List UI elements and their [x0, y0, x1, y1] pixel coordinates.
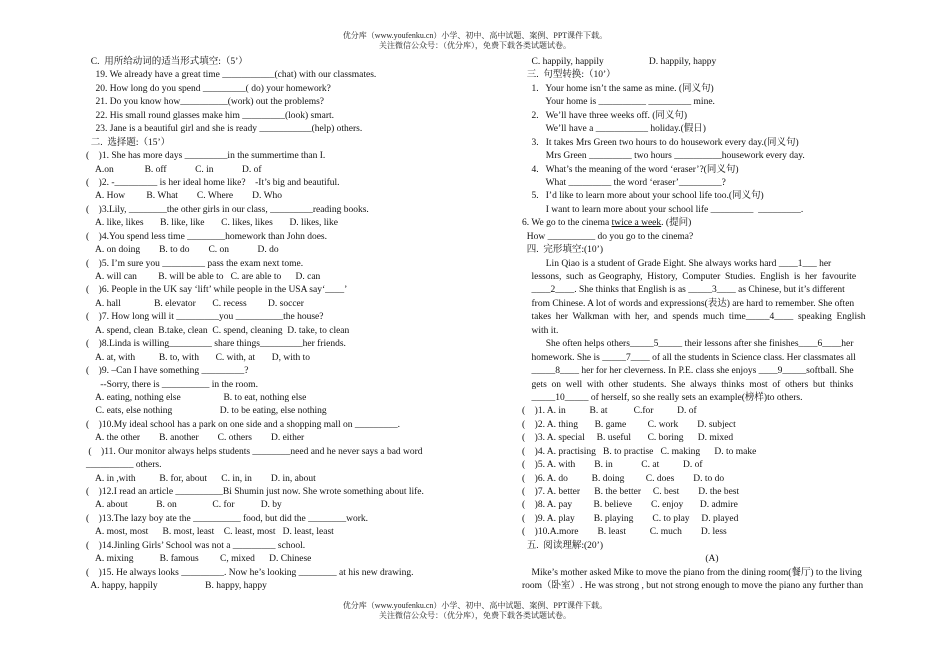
mc-options-13: A. most, most B. most, least C. least, most D. least, least [86, 527, 334, 538]
mc-options-14: A. mixing B. famous C, mixed D. Chinese [86, 554, 312, 565]
reading-line-2: room（卧室）. He was strong , but not strong enough to move the piano any further than [522, 581, 864, 592]
cloze-option-5: ( )5. A. with B. in C. at D. of [522, 460, 703, 471]
section-c-title: C. 用所给动词的适当形式填空:（5’） [86, 57, 248, 67]
transform-question-3: 3. It takes Mrs Green two hours to do housework every day.(同义句) [522, 137, 799, 148]
transform-answer-4: What _________ the word ‘eraser’_________? [522, 177, 726, 188]
mc-options-3: A. like, likes B. like, like C. likes, likes D. likes, like [86, 218, 338, 229]
transform-answer-5: I want to learn more about your school life _________ _________. [522, 204, 804, 215]
transform-answer-6: How __________ do you go to the cinema? [522, 231, 694, 242]
cloze-line-10: gets on well with other students. She always thinks most of others but thinks [522, 379, 854, 390]
verb-question-21: 21. Do you know how__________(work) out the problems? [86, 97, 325, 108]
mc-options-4: A. on doing B. to do C. on D. do [86, 245, 279, 256]
mc-question-11: ( )11. Our monitor always helps students ________need and he never says a bad word [86, 446, 423, 457]
reading-a-label: (A) [705, 554, 719, 565]
verb-question-22: 22. His small round glasses make him _________(look) smart. [86, 110, 335, 121]
mc-question-11-cont: __________ others. [86, 460, 162, 471]
verb-question-19: 19. We already have a great time ___________(chat) with our classmates. [86, 70, 377, 81]
cloze-option-1: ( )1. A. in B. at C.for D. of [522, 406, 697, 417]
underlined-phrase: twice a week [611, 218, 662, 229]
mc-options-12: A. about B. on C. for D. by [86, 500, 282, 511]
transform-question-6: 6. We go to the cinema twice a week. (提问) [522, 218, 692, 229]
cloze-option-7: ( )7. A. better B. the better C. best D. the best [522, 487, 740, 497]
left-column [86, 56, 486, 594]
cloze-line-4: from Chinese. A lot of words and expressions(表达) are hard to remember. She often [522, 298, 855, 309]
transform-answer-1: Your home is __________ _________ mine. [522, 97, 715, 108]
mc-options-11: A. in ,with B. for, about C. in, in D. in, about [86, 473, 316, 484]
mc-options-2: A. How B. What C. Where D. Who [86, 191, 283, 202]
verb-question-20: 20. How long do you spend _________( do) your homework? [86, 83, 331, 94]
transform-question-5: 5. I’d like to learn more about your school life too.(同义句) [522, 191, 764, 202]
transform-question-2: 2. We’ll have three weeks off. (同义句) [522, 110, 688, 121]
cloze-option-4: ( )4. A. practising B. to practise C. making D. to make [522, 446, 757, 457]
cloze-line-8: homework. She is _____7____ of all the students in Science class. Her classmates all [522, 352, 856, 363]
cloze-line-5: takes her Walkman with her, and spends much time_____4____ speaking English [522, 312, 866, 323]
footer-line-1: 优分库（www.youfenku.cn）小学、初中、高中试题、案例、PPT课件下载。 [342, 601, 608, 610]
cloze-line-3: ____2____. She thinks that English is as _____3____ as Chinese, but it’s different [522, 285, 845, 296]
mc-options-9b: C. eats, else nothing D. to be eating, else nothing [86, 406, 327, 417]
mc-question-9-reply: --Sorry, there is __________ in the room. [86, 379, 258, 390]
mc-options-1: A.on B. off C. in D. of [86, 164, 262, 175]
header-line-2: 关注微信公众号：（优分库），免费下载各类试题试卷。 [379, 41, 571, 50]
cloze-option-3: ( )3. A. special B. useful C. boring D. mixed [522, 433, 734, 444]
mc-question-12: ( )12.I read an article __________Bi Shumin just now. She wrote something about life. [86, 487, 424, 497]
mc-options-5: A. will can B. will be able to C. are able to D. can [86, 272, 321, 282]
cloze-line-2: lessons, such as Geography, History, Computer Studies. English is her favourite [522, 272, 857, 282]
mc-options-9a: A. eating, nothing else B. to eat, nothing else [86, 392, 307, 403]
mc-question-15: ( )15. He always looks _________. Now he’s looking ________ at his new drawing. [86, 567, 414, 578]
cloze-line-9: _____8____ her for her cleverness. In P.E. class she enjoys ____9_____softball. She [522, 366, 854, 377]
mc-options-10: A. the other B. another C. others D. either [86, 433, 305, 444]
mc-options-8: A. at, with B. to, with C. with, at D, with to [86, 352, 311, 363]
mc-question-9: ( )9. –Can I have something _________? [86, 366, 249, 377]
cloze-line-1: Lin Qiao is a student of Grade Eight. She always works hard ____1___ her [522, 258, 832, 269]
section-3-title: 三. 句型转换:（10’） [522, 70, 616, 81]
reading-line-1: Mike’s mother asked Mike to move the piano from the dining room(餐厅) to the living [522, 567, 862, 578]
section-5-title: 五. 阅读理解:(20’) [522, 540, 604, 551]
cloze-option-2: ( )2. A. thing B. game C. work D. subject [522, 419, 736, 430]
verb-question-23: 23. Jane is a beautiful girl and she is ready ___________(help) others. [86, 124, 363, 135]
mc-options-7: A. spend, clean B.take, clean C. spend, cleaning D. take, to clean [86, 325, 350, 336]
mc-question-6: ( )6. People in the UK say ‘lift’ while people in the USA say‘____’ [86, 285, 348, 296]
mc-question-1: ( )1. She has more days _________in the summertime than I. [86, 151, 326, 162]
mc-question-13: ( )13.The lazy boy ate the __________ food, but did the ________work. [86, 513, 369, 524]
cloze-option-10: ( )10.A.more B. least C. much D. less [522, 527, 727, 538]
mc-question-10: ( )10.My ideal school has a park on one side and a shopping mall on _________. [86, 419, 400, 430]
cloze-option-9: ( )9. A. play B. playing C. to play D. played [522, 513, 739, 524]
transform-answer-2: We’ll have a ___________ holiday.(假日) [522, 124, 706, 135]
mc-question-5: ( )5. I’m sure you _________ pass the exam next tome. [86, 258, 304, 269]
mc-question-14: ( )14.Jinling Girls’ School was not a _________ school. [86, 540, 306, 551]
mc-options-15b: C. happily, happily D. happily, happy [522, 57, 717, 67]
transform-question-4: 4. What’s the meaning of the word ‘eraser’?(同义句) [522, 164, 739, 175]
mc-question-3: ( )3.Lily, ________the other girls in our class, _________reading books. [86, 204, 369, 215]
mc-options-15a: A. happy, happily B. happy, happy [86, 581, 267, 592]
transform-question-1: 1. Your home isn’t the same as mine. (同义句) [522, 83, 714, 94]
right-column [522, 56, 902, 594]
cloze-option-6: ( )6. A. do B. doing C. does D. to do [522, 473, 725, 484]
transform-answer-3: Mrs Green _________ two hours __________housework every day. [522, 151, 805, 162]
page-header [0, 31, 950, 51]
section-4-title: 四. 完形填空:(10’) [522, 245, 604, 256]
cloze-line-7: She often helps others_____5_____ their lessons after she finishes____6____her [522, 339, 854, 350]
mc-question-4: ( )4.You spend less time ________homework than John does. [86, 231, 328, 242]
footer-line-2: 关注微信公众号：（优分库），免费下载各类试题试卷。 [379, 611, 571, 620]
mc-question-7: ( )7. How long will it _________you __________the house? [86, 312, 324, 323]
mc-question-8: ( )8.Linda is willing_________ share things_________her friends. [86, 339, 346, 350]
header-line-1: 优分库（www.youfenku.cn）小学、初中、高中试题、案例、PPT课件下载。 [342, 31, 608, 40]
cloze-line-11: _____10_____ of herself, so she really sets an example(榜样)to others. [522, 392, 803, 403]
section-2-title: 二. 选择题:（15’） [86, 137, 171, 148]
cloze-line-6: with it. [522, 325, 559, 336]
page-footer [0, 601, 950, 621]
cloze-option-8: ( )8. A. pay B. believe C. enjoy D. admire [522, 500, 738, 511]
mc-options-6: A. hall B. elevator C. recess D. soccer [86, 298, 304, 309]
mc-question-2: ( )2. -_________ is her ideal home like? -It’s big and beautiful. [86, 177, 340, 188]
